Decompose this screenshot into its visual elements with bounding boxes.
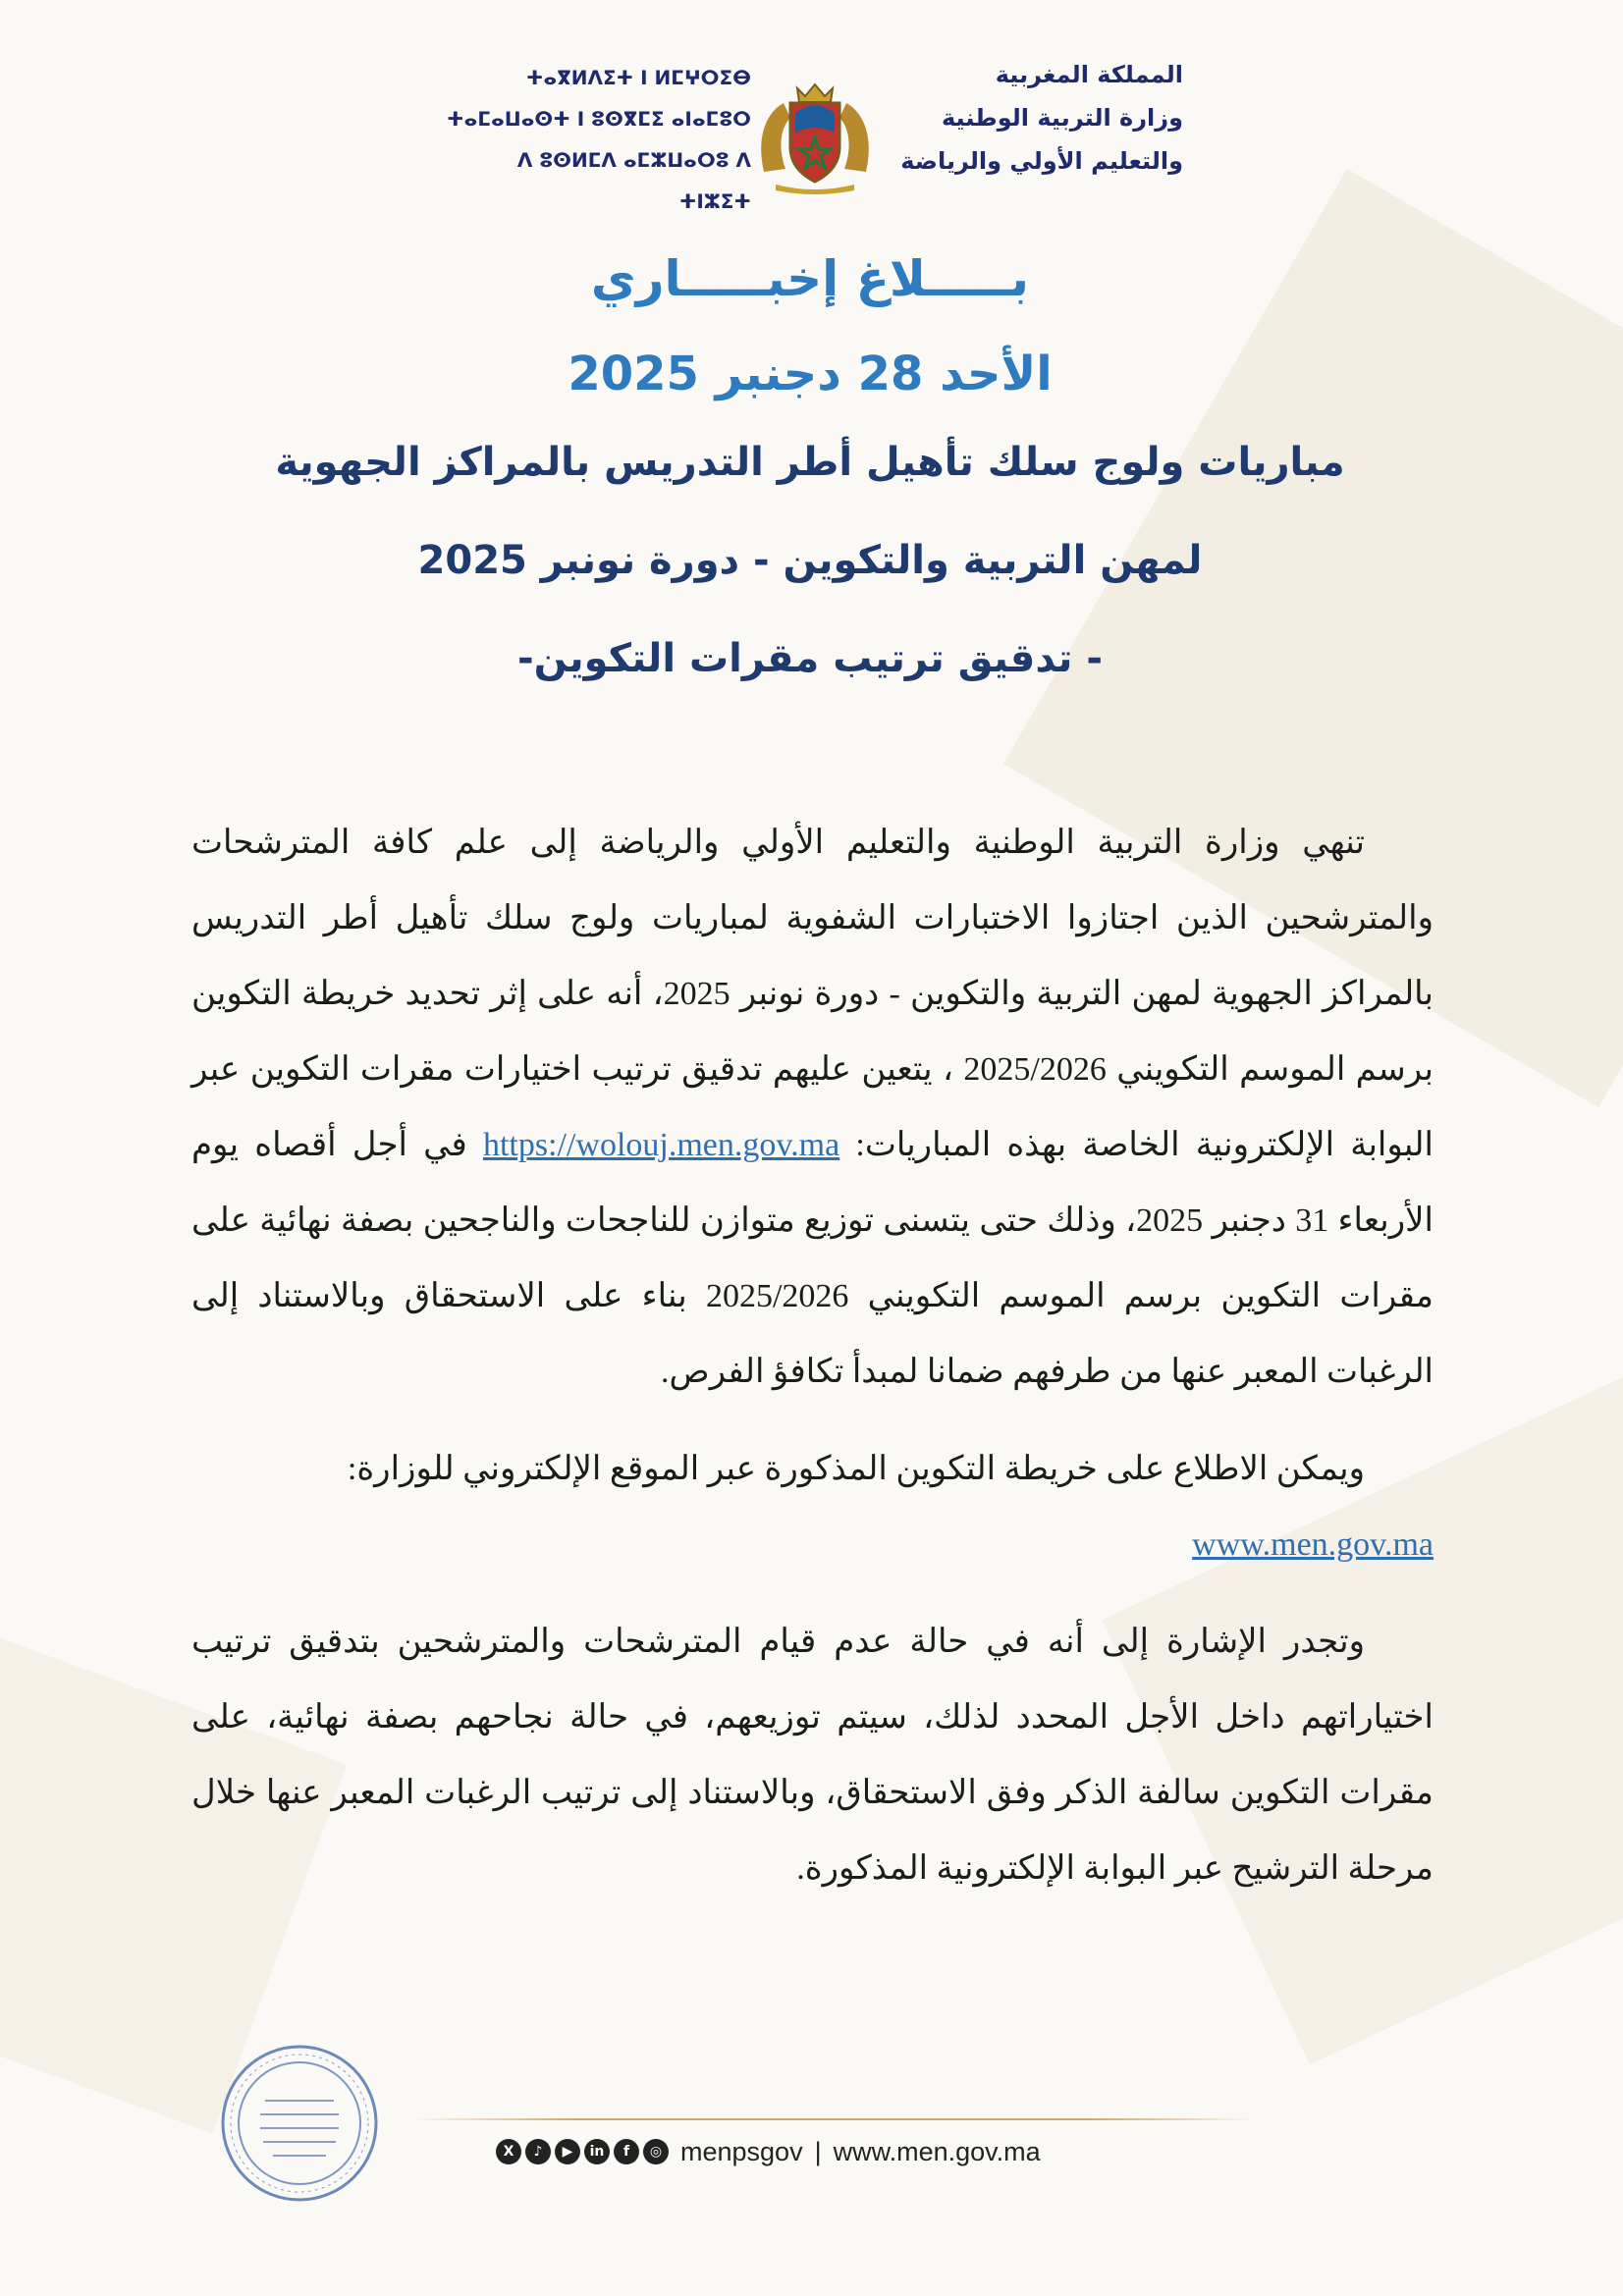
arabic-ministry-line: والتعليم الأولي والرياضة	[900, 147, 1183, 175]
facebook-icon[interactable]: f	[614, 2139, 639, 2164]
ministry-website-link[interactable]: www.men.gov.ma	[1192, 1526, 1434, 1563]
footer-separator: |	[814, 2136, 822, 2166]
announcement-body	[191, 805, 1434, 1928]
official-stamp	[216, 2040, 383, 2207]
paragraph-2	[191, 1431, 1434, 1582]
social-handle: menpsgov	[680, 2136, 803, 2166]
paragraph-1	[191, 805, 1434, 1410]
x-icon[interactable]: X	[496, 2139, 521, 2164]
footer	[496, 2132, 1183, 2171]
arabic-ministry-name	[879, 53, 1183, 183]
social-icons	[496, 2139, 669, 2164]
paragraph-text: في أجل أقصاه يوم الأربعاء 31 دجنبر 2025، وذلك حتى يتسنى توزيع متوازن للناجحات والناجحين بصفة نهائية على مقرات التكوين برسم الموسم التكويني 2025/2026 بناء على الاستحقاق وبالاستناد إلى الرغبات المعبر عنها من طرفهم ضمانا لمبدأ تكافؤ الفرص.	[191, 1127, 1434, 1390]
moroccan-coat-of-arms-emblem	[746, 59, 884, 196]
announcement-date: الأحد 28 دجنبر 2025	[568, 347, 1053, 401]
footer-divider	[412, 2118, 1257, 2120]
tifinagh-line: ⵜⴰⵎⴰⵡⴰⵙⵜ ⵏ ⵓⵙⴳⵎⵉ ⴰⵏⴰⵎⵓⵔ	[447, 107, 751, 131]
arabic-ministry-line: وزارة التربية الوطنية	[941, 104, 1183, 132]
letterhead	[0, 49, 1623, 213]
subject-line: لمهن التربية والتكوين - دورة نونبر 2025	[417, 538, 1203, 583]
paragraph-text: ويمكن الاطلاع على خريطة التكوين المذكورة عبر الموقع الإلكتروني للوزارة:	[347, 1451, 1365, 1487]
linkedin-icon[interactable]: in	[584, 2139, 610, 2164]
footer-website[interactable]: www.men.gov.ma	[833, 2136, 1041, 2166]
subject-line: مباريات ولوج سلك تأهيل أطر التدريس بالمراكز الجهوية	[275, 440, 1345, 485]
tifinagh-line: ⵜⴰⴳⵍⴷⵉⵜ ⵏ ⵍⵎⵖⵔⵉⴱ	[525, 66, 751, 89]
announcement-header	[196, 250, 1424, 708]
paragraph-3	[191, 1604, 1434, 1906]
tifinagh-ministry-name	[447, 57, 751, 222]
arabic-ministry-line: المملكة المغربية	[995, 61, 1183, 88]
paragraph-text: تنهي وزارة التربية الوطنية والتعليم الأولي والرياضة إلى علم كافة المترشحات والمترشحين الذين اجتازوا الاختبارات الشفوية لمباريات ولوج سلك تأهيل أطر التدريس بالمراكز الجهوية لمهن التربية والتكوين - دورة نونبر 2025، أنه على إثر تحديد خريطة التكوين برسم الموسم التكويني 2025/2026 ، يتعين عليهم تدقيق ترتيب اختيارات مقرات التكوين عبر البوابة الإلكترونية الخاصة بهذه المباريات:	[191, 825, 1434, 1163]
instagram-icon[interactable]: ◎	[643, 2139, 669, 2164]
wolouj-portal-link[interactable]: https://wolouj.men.gov.ma	[482, 1127, 840, 1163]
tiktok-icon[interactable]: ♪	[525, 2139, 551, 2164]
paragraph-text: وتجدر الإشارة إلى أنه في حالة عدم قيام المترشحات والمترشحين بتدقيق ترتيب اختياراتهم داخل الأجل المحدد لذلك، سيتم توزيعهم، في حالة نجاحهم بصفة نهائية، على مقرات التكوين سالفة الذكر وفق الاستحقاق، وبالاستناد إلى ترتيب الرغبات المعبر عنها خلال مرحلة الترشيح عبر البوابة الإلكترونية المذكورة.	[191, 1624, 1434, 1887]
announcement-title: بـــــلاغ إخبـــــاري	[590, 250, 1030, 307]
subject-line: - تدقيق ترتيب مقرات التكوين-	[517, 636, 1103, 681]
youtube-icon[interactable]: ▶	[555, 2139, 580, 2164]
tifinagh-line: ⴷ ⵓⵙⵍⵎⴷ ⴰⵎⵣⵡⴰⵔⵓ ⴷ ⵜⵏⵣⵉⵜ	[516, 148, 751, 213]
announcement-subject	[196, 413, 1424, 708]
